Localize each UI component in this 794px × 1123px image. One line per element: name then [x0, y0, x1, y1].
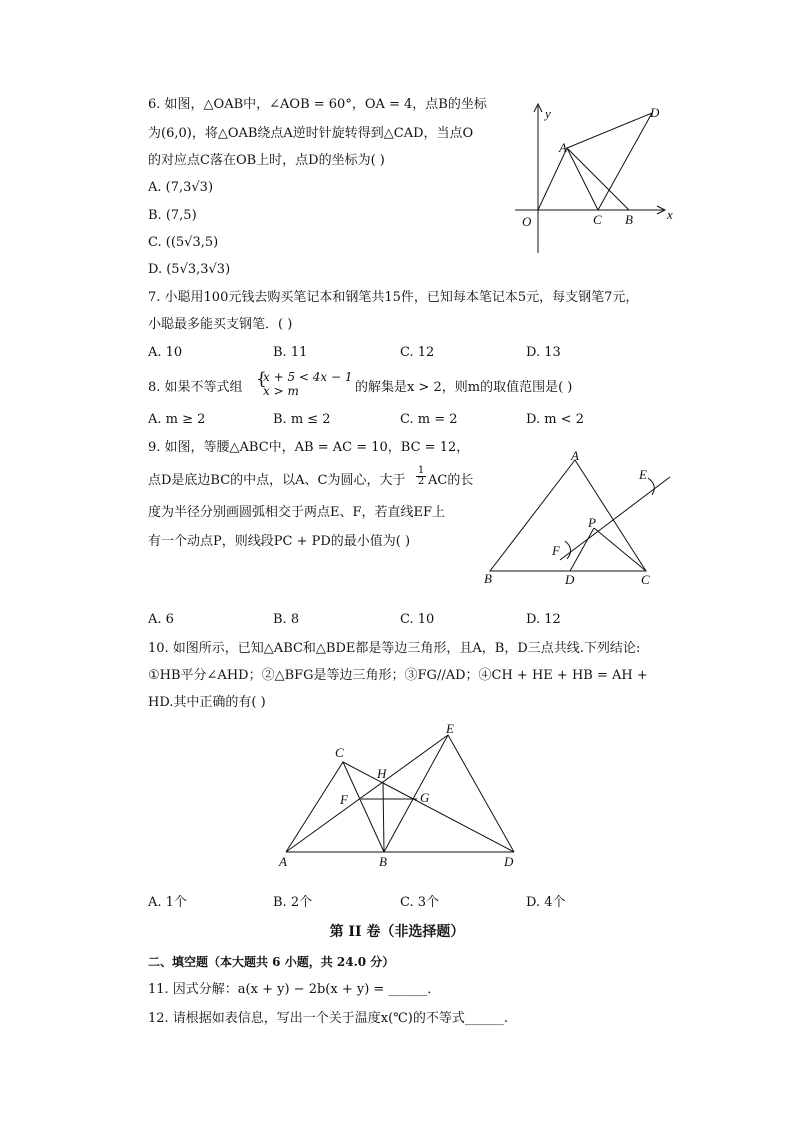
q7-option-b: B. 11 [273, 345, 308, 360]
q8-option-c: C. m = 2 [400, 412, 458, 427]
line-ef [560, 477, 670, 560]
q10-option-d: D. 4个 [526, 895, 566, 910]
q9-option-d: D. 12 [526, 612, 561, 627]
q7-line2: 小聪最多能买支钢笔．( ) [148, 317, 293, 332]
label-e: E [639, 467, 647, 482]
q6-line3: 的对应点C落在OB上时，点D的坐标为( ) [148, 153, 385, 168]
label-f: F [340, 792, 348, 807]
q10-line2: ①HB平分∠AHD；②△BFG是等边三角形；③FG//AD；④CH + HE + HB = AH + [148, 668, 648, 683]
q6-line2: 为(6,0)，将△OAB绕点A逆时针旋转得到△CAD，当点O [148, 126, 474, 141]
q10-option-c: C. 3个 [400, 895, 440, 910]
label-x: x [667, 207, 673, 222]
q10-line1: 10. 如图所示，已知△ABC和△BDE都是等边三角形，且A，B，D三点共线.下列结论: [148, 641, 641, 656]
q6-line1: 6. 如图，△OAB中，∠AOB = 60°，OA = 4，点B的坐标 [148, 97, 487, 112]
label-b: B [484, 571, 492, 586]
q7-option-a: A. 10 [148, 345, 183, 360]
q8-brace: { [256, 369, 267, 389]
label-h: H [377, 766, 387, 781]
q9-line4: 有一个动点P，则线段PC + PD的最小值为( ) [148, 534, 411, 549]
q7-line1: 7. 小聪用100元钱去购买笔记本和钢笔共15件，已知每本笔记本5元，每支钢笔7元， [148, 290, 639, 305]
part-two-title: 第 II 卷（非选择题） [329, 924, 465, 940]
arc-f [565, 541, 571, 559]
label-b: B [625, 212, 633, 227]
q7-option-d: D. 13 [526, 345, 561, 360]
label-d: D [650, 105, 660, 120]
label-o: O [522, 214, 532, 229]
q9-option-b: B. 8 [273, 612, 300, 627]
label-a: A [571, 448, 579, 463]
label-d: D [565, 572, 575, 587]
triangle-cad [567, 113, 652, 210]
q9-fraction-denominator: 2 [417, 476, 425, 487]
q6-option-b: B. (7,5) [148, 208, 197, 223]
q8-option-a: A. m ≥ 2 [148, 412, 206, 427]
q10-line3: HD.其中正确的有( ) [148, 695, 266, 710]
q8-option-d: D. m < 2 [526, 412, 584, 427]
q9-option-c: C. 10 [400, 612, 435, 627]
q7-option-c: C. 12 [400, 345, 435, 360]
q6-option-a: A. (7,3√3) [148, 180, 214, 195]
label-c: C [593, 212, 602, 227]
q8-ineq2: x > m [263, 384, 299, 398]
segment-pc [594, 528, 646, 571]
q9-fraction-numerator: 1 [417, 465, 425, 476]
label-g: G [420, 790, 430, 805]
label-c: C [641, 572, 650, 587]
q9-line3: 度为半径分别画圆弧相交于两点E、F，若直线EF上 [148, 505, 446, 520]
label-d: D [504, 854, 514, 869]
q10-option-a: A. 1个 [148, 895, 187, 910]
q9-triangle-figure [480, 445, 680, 590]
section-two-heading: 二、填空题（本大题共 6 小题，共 24.0 分） [148, 955, 395, 969]
q8-prefix: 8. 如果不等式组 [148, 380, 243, 395]
q9-line2a: 点D是底边BC的中点，以A、C为圆心，大于 [148, 473, 406, 488]
q8-suffix: 的解集是x > 2，则m的取值范围是( ) [355, 380, 573, 395]
q6-coordinate-figure [505, 98, 685, 258]
label-y: y [545, 106, 551, 121]
label-a: A [559, 140, 567, 155]
q8-option-b: B. m ≤ 2 [273, 412, 331, 427]
q9-line2b: AC的长 [428, 473, 474, 488]
q10-option-b: B. 2个 [273, 895, 313, 910]
label-p: P [588, 515, 596, 530]
q9-line1: 9. 如图，等腰△ABC中，AB = AC = 10，BC = 12， [148, 440, 470, 455]
q9-option-a: A. 6 [148, 612, 174, 627]
label-f: F [552, 543, 560, 558]
q8-ineq1: x + 5 < 4x − 1 [263, 370, 353, 384]
label-c: C [335, 745, 344, 760]
q10-triangle-figure [270, 720, 530, 870]
q11-text: 11. 因式分解：a(x + y) − 2b(x + y) = ______． [148, 982, 441, 997]
q6-option-d: D. (5√3,3√3) [148, 262, 231, 277]
label-b: B [379, 854, 387, 869]
label-e: E [446, 721, 454, 736]
q12-text: 12. 请根据如表信息，写出一个关于温度x(℃)的不等式______. [148, 1011, 508, 1026]
label-a: A [279, 854, 287, 869]
q9-fraction [416, 466, 426, 487]
q6-option-c: C. ((5√3,5) [148, 235, 219, 250]
segment-bh [383, 782, 384, 852]
